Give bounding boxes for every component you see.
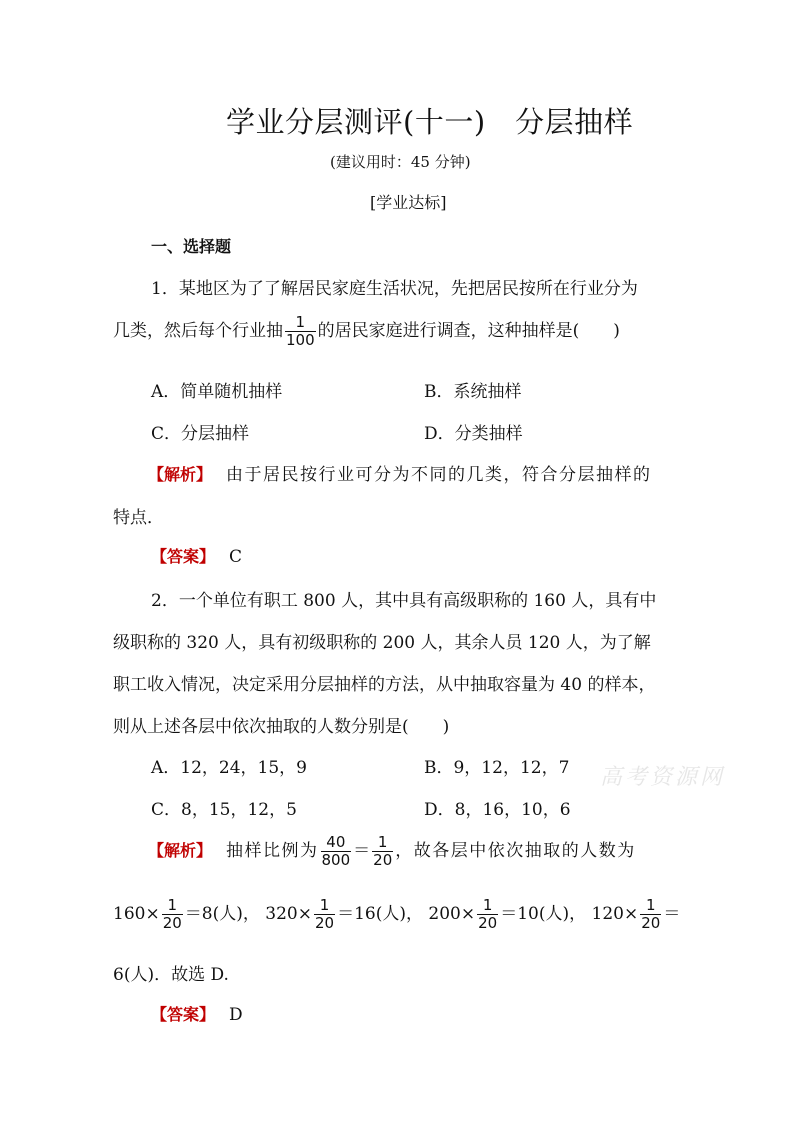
calc1-num: 1 [162,897,183,915]
calc1-fraction [162,897,183,932]
q2-option-a: A．12，24，15，9 [151,758,307,778]
watermark: 高考资源网 [600,765,726,790]
q2-analysis-tag: 【解析】 [148,841,213,860]
q1-frac-num: 1 [285,314,316,332]
q2-option-c: C．8，15，12，5 [151,800,297,820]
calc3-post: ＝10(人)， [500,904,587,924]
q2-analysis-post: ，故各层中依次抽取的人数为 [395,841,636,861]
calc4-fraction [640,897,661,932]
q1-stem-pre: 几类，然后每个行业抽 [113,321,283,341]
q2-ratio-num: 40 [321,834,352,852]
q2-option-b: B．9，12，12，7 [424,758,570,778]
calc3-num: 1 [477,897,498,915]
calc4-den: 20 [641,914,661,932]
suggested-time: (建议用时：45 分钟) [330,153,471,171]
q1-option-b: B．系统抽样 [424,382,522,402]
q1-stem-line1: 1．某地区为了了解居民家庭生活状况，先把居民按所在行业分为 [151,279,638,299]
q2-ratio-den: 800 [321,851,351,869]
q1-stem-post: 的居民家庭进行调查，这种抽样是( ) [317,321,620,341]
q1-analysis-text: 由于居民按行业可分为不同的几类，符合分层抽样的 [226,465,652,485]
calc3-fraction [477,897,498,932]
q2-answer [151,1002,243,1025]
q2-equals: ＝ [353,841,371,861]
calc4-pre: 120× [591,904,639,924]
q2-stem-line4: 则从上述各层中依次抽取的人数分别是( ) [113,717,450,737]
q2-ratio2-num: 1 [372,834,393,852]
q2-ratio2-den: 20 [373,851,393,869]
q2-analysis-last: 6(人)．故选 D. [113,965,229,985]
q1-stem-line2 [113,314,620,349]
calc4-num: 1 [640,897,661,915]
q2-stem-line3: 职工收入情况，决定采用分层抽样的方法，从中抽取容量为 40 的样本， [113,675,656,695]
q1-answer [151,544,242,567]
q2-analysis-pre: 抽样比例为 [226,841,319,861]
q2-ratio-fraction [321,834,352,869]
q1-fraction [285,314,316,349]
section-heading: 一、选择题 [151,237,232,256]
q1-analysis-line2: 特点． [113,508,164,528]
calc2-post: ＝16(人)， [337,904,423,924]
section-tag: [学业达标] [370,193,447,212]
q2-option-d: D．8，16，10，6 [424,800,571,820]
calc1-pre: 160× [113,904,160,924]
calc1-post: ＝8(人)， [184,904,260,924]
q2-stem-line1: 2．一个单位有职工 800 人，其中具有高级职称的 160 人，具有中 [151,591,657,611]
q2-answer-tag: 【答案】 [151,1005,216,1024]
q2-stem-line2: 级职称的 320 人，具有初级职称的 200 人，其余人员 120 人，为了解 [113,633,651,653]
q1-option-c: C．分层抽样 [151,424,250,444]
q2-calc-line [113,897,680,932]
q1-analysis [148,460,652,485]
q2-ratio2-fraction [372,834,393,869]
q1-analysis-tag: 【解析】 [148,465,213,484]
q1-answer-tag: 【答案】 [151,547,216,566]
calc2-fraction [314,897,335,932]
calc2-pre: 320× [265,904,312,924]
q1-frac-den: 100 [286,331,315,349]
q2-analysis [148,834,636,869]
calc3-den: 20 [478,914,498,932]
page-title: 学业分层测评(十一) 分层抽样 [226,105,634,139]
q1-option-d: D．分类抽样 [424,424,523,444]
calc3-pre: 200× [428,904,476,924]
calc2-den: 20 [315,914,335,932]
q2-answer-value: D [229,1005,243,1025]
calc4-post: ＝ [663,904,681,924]
q1-option-a: A．简单随机抽样 [151,382,283,402]
calc2-num: 1 [314,897,335,915]
q1-answer-value: C [229,547,243,567]
calc1-den: 20 [162,914,182,932]
